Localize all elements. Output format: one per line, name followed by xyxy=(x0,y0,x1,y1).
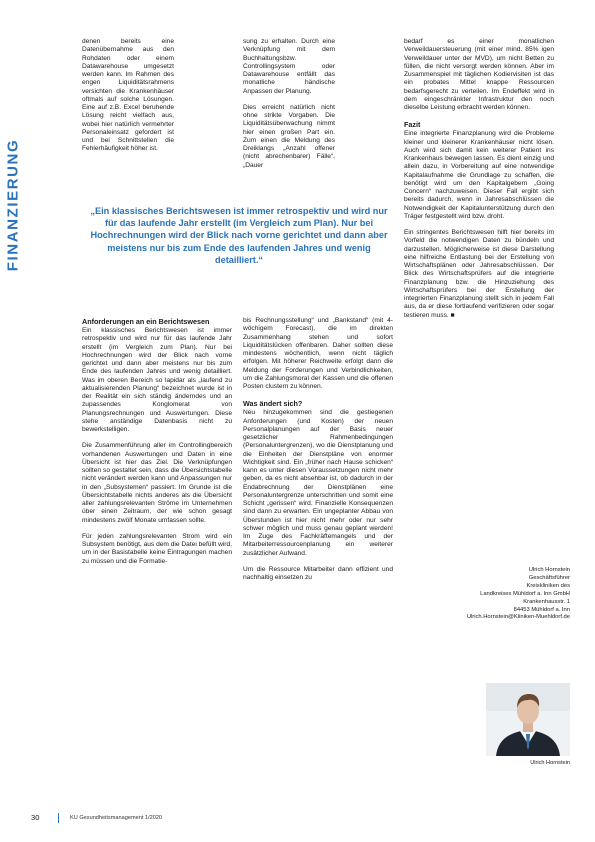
author-name: Ulrich Hornstein xyxy=(528,567,570,573)
top-column-2 xyxy=(243,38,335,170)
footer-divider xyxy=(58,813,59,823)
paragraph: Um die Ressource Mitarbeiter dann effizient und nachhaltig einsetzen zu xyxy=(243,565,393,581)
paragraph: bedarf es einer monatlichen Verweildauersteuerung (mit einer mind. 85% igen Verweildauer unter der MVD), um nicht Betten zu füllen, die nicht versorgt werden können. Aber im Zusammenspiel mit täglichen Kodiervisiten ist das ein probates Mittel knappe Ressourcen bedarfsgerecht zu verteilen. Im Endeffekt wird in dem eingeschränkter Infrastruktur den noch dieselbe Leistung erbracht werden können. xyxy=(404,38,554,111)
bottom-column-1 xyxy=(82,317,232,566)
paragraph: denen bereits eine Datenübernahme aus den Rohdaten oder einem Datawarehouse umgesetzt werden kann. Im Rahmen des engen Liquiditätsrahmens versichten die Krankenhäuser oftmals auf solche Lösungen. Eine auf z.B. Excel beruhende Lösung reicht vielfach aus, wobei hier natürlich vermehrter Personaleinsatz gefordert ist und bei Schnittstellen die Fehlerhäufigkeit höher ist. xyxy=(82,38,174,153)
page-number: 30 xyxy=(31,813,40,822)
author-email: Ulrich.Hornstein@Kliniken-Muehldorf.de xyxy=(466,614,570,621)
section-heading-fazit: Fazit xyxy=(404,120,421,130)
paragraph: Eine integrierte Finanzplanung wird die Probleme kleiner und kleinerer Krankenhäuser nicht lösen. Auch wird sich damit kein weiterer Patient ins Krankenhaus bewegen lassen. Es dient einzig und allein dazu, in Vorbereitung auf eine notwendige Kapitalaufnahme die Grundlage zu schaffen, die benötigt wird um den Kapitalgebern „Going Concern“ nachzuweisen. Dieser Fall ergibt sich bereits dadurch, wenn in Jahresabschlüssen die Notwendigkeit der Kapitalunterstützung durch den Träger festgestellt wird bzw. droht. xyxy=(404,130,554,220)
paragraph: Neu hinzugekommen sind die gestiegenen Anforderungen (und Kosten) der neuen Personalplanungen auf der Basis neuer gesetzlicher Rahmenbedingungen (Personaluntergrenzen), wo die Dienstplanung und die Einheiten der Dienstpläne von enormer Wichtigkeit sind. Ein „früher nach Hause schicken“ kann es unter diesen Voraussetzungen nicht mehr geben, da es nicht absehbar ist, ob dadurch in der Endabrechnung der Dienstplänen eine Personaluntergrenze unterschritten und somit eine Schicht „gerissen“ wird. Finanzielle Konsequenzen sind dann zu erwarten. Ein ungeplanter Abbau von Überstunden ist hier nicht mehr oder nur sehr schwer möglich und muss genau geplant werden! Im Zuge des Fachkräftemangels und der Mitarbeiterressourcenplanung ein weiterer zusätzlicher Aufwand. xyxy=(243,409,393,557)
top-column-1 xyxy=(82,38,174,154)
paragraph: Die Zusammenführung aller im Controllingbereich vorhandenen Auswertungen und Daten in eine Übersicht ist hier das Ziel. Die Verknüpfungen sollten so gestaltet sein, dass die Übersichtstabelle nicht verändert werden kann und Anpassungen nur in den „Subsystemen“ passiert. Im Grunde ist die Übersichtstabelle nichts anderes als die Übersicht aller zahlungsrelevanten Ströme im Unternehmen über einen Zeitraum, der wie schon gesagt mindestens zwölf Monate umfassen sollte. xyxy=(82,442,232,524)
paragraph xyxy=(404,229,554,320)
author-contact xyxy=(430,567,570,622)
author-city: 84453 Mühldorf a. Inn xyxy=(513,606,570,613)
author-org-line-1: Kreiskliniken des xyxy=(526,582,570,589)
paragraph-text: Ein stringentes Berichtswesen hilft hier bereits im Vorfeld die notwendigen Daten zu bündeln und darzustellen. Möglicherweise ist diese Darstellung eine hilfreiche Entlastung bei der Erstellung von Wirtschaftsplänen oder Jahresabschlüssen. Der Blick des Wirtschaftsprüfers auf die integrierte Finanzplanung bzw. die Hinzuziehung des Wirtschaftsprüfers bei der Erstellung der integrierten Finanzplanung stellt sich in jedem Fall aus, da er diese fortlaufend verifizieren oder sogar testieren muss. xyxy=(404,229,554,319)
pull-quote: „Ein klassisches Berichtswesen ist immer retrospektiv und wird nur für das laufende Jahr erstellt (im Vergleich zum Plan). Nur bei Hochrechnungen wird der Blick nach vorne gerichtet und dann aber meistens nur bis zum Ende des laufenden Jahres und wenig detailliert.“ xyxy=(90,206,388,265)
section-label: FINANZIERUNG xyxy=(4,138,22,272)
author-role: Geschäftsführer xyxy=(528,574,570,581)
section-sidebar xyxy=(0,130,26,280)
right-column xyxy=(404,38,554,320)
paragraph: Ein klassisches Berichtswesen ist immer retrospektiv und wird nur für das laufende Jahr erstellt (im Vergleich zum Plan). Nur bei Hochrechnungen wird der Blick nach vorne gerichtet und dann aber meistens nur bis zum Ende des laufenden Jahres und wenig detailliert. Was im oberen Bereich so lapidar als „laufend zu aktualisierenden Planung“ bezeichnet wurde ist in der Realität ein sich ständig änderndes und an zupassendes Konglomerat von Planungsrechnungen und Auswertungen. Diese stehe anständige Datenbasis nicht zu bewerkstelligen. xyxy=(82,327,232,433)
portrait-photo-icon xyxy=(486,683,570,756)
bottom-column-2 xyxy=(243,317,393,582)
section-heading-was-aendert-sich: Was ändert sich? xyxy=(243,399,303,409)
paragraph: Für jeden zahlungsrelevanten Strom wird ein Subsystem benötigt, aus dem die Datei befüllt wird, um in der Basistabelle keine Eintragungen machen zu müssen und die Formatie- xyxy=(82,532,232,565)
section-heading-berichtswesen: Anforderungen an ein Berichtswesen xyxy=(82,317,210,326)
publication-name: KU Gesundheitsmanagement 1/2020 xyxy=(70,815,163,821)
paragraph: sung zu erhalten. Durch eine Verknüpfung mit dem Buchhaltungsbzw. Controllingsystem oder Datawarehouse entfällt das monatliche händische Anpassen der Planung. xyxy=(243,38,335,95)
photo-caption: Ulrich Hornstein xyxy=(530,760,570,766)
end-mark: ■ xyxy=(450,311,455,319)
paragraph: Dies erreicht natürlich nicht ohne strikte Vorgaben. Die Liquiditätsüberwachung nimmt hier einen großen Part ein. Zum einen die Meldung des Dreiklangs „Anzahl offener (nicht abrechenbarer) Fälle“, „Dauer xyxy=(243,103,335,169)
author-street: Krankenhausstr. 1 xyxy=(523,598,570,605)
author-org-line-2: Landkreises Mühldorf a. Inn GmbH xyxy=(480,590,570,597)
author-photo xyxy=(486,683,570,756)
paragraph: bis Rechnungsstellung“ und „Bankstand“ (mit 4-wöchigem Forecast), die im direkten Zusammenhang stehen und sofort Liquiditätslücken offenbaren. Daher sollten diese mindestens wöchentlich, wenn nicht täglich erfolgen. Mit höherer Reichweite erfolgt dann die Meldung der Forderungen und Verbindlichkeiten, um die Zahlungsmoral der Kassen und die offenen Posten clustern zu können. xyxy=(243,317,393,390)
